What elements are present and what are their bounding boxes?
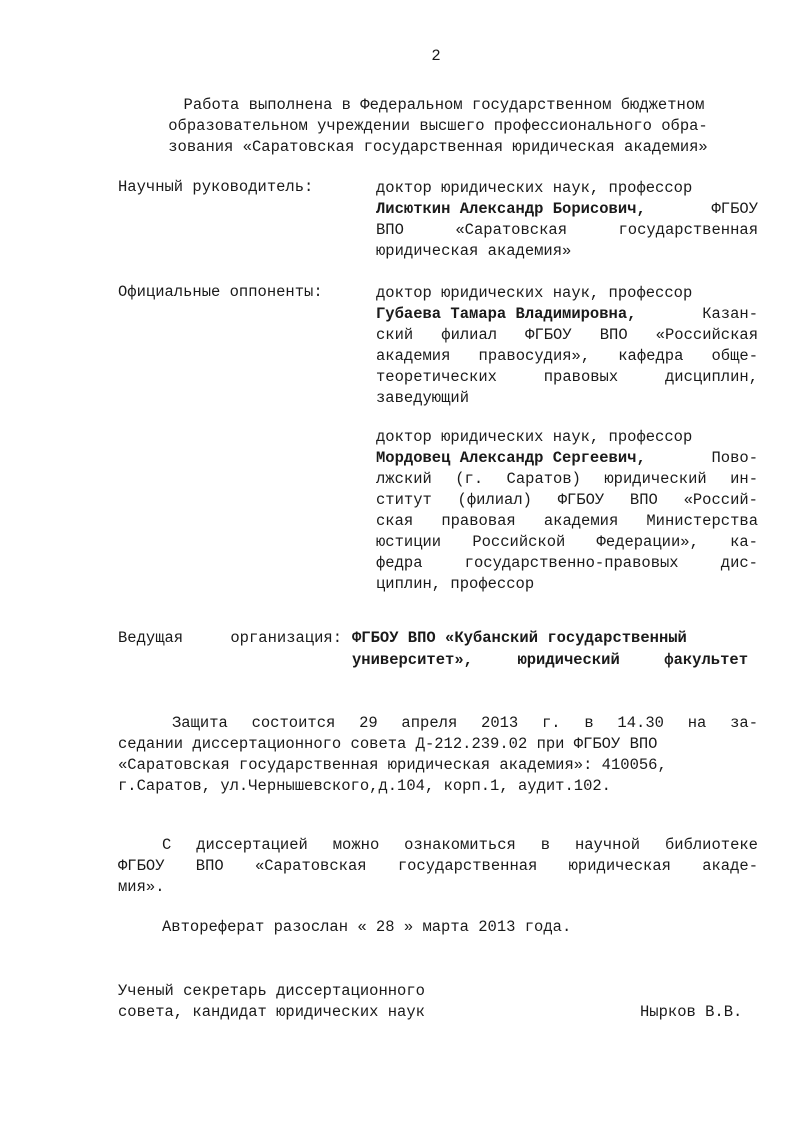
supervisor-org-abbr: ФГБОУ xyxy=(711,200,758,218)
defense-paragraph xyxy=(118,713,758,797)
leading-org-label: Ведущая организация: xyxy=(118,629,342,647)
opponent-2-line: ская правовая академия Министерства xyxy=(376,512,758,530)
opponent-1-position: заведующий xyxy=(376,389,470,407)
secretary-title-2: совета, кандидат юридических наук xyxy=(118,1003,425,1021)
supervisor-block xyxy=(376,178,758,262)
opponent-2-line: федра государственно-правовых дис- xyxy=(376,554,758,572)
opponent-1-name-line xyxy=(376,304,758,325)
defense-line: г.Саратов, ул.Чернышевского,д.104, корп.1, аудит.102. xyxy=(118,777,611,795)
secretary-title-1: Ученый секретарь диссертационного xyxy=(118,982,425,1000)
opponent-2-line: ститут (филиал) ФГБОУ ВПО «Россий- xyxy=(376,491,758,509)
opponent-1-name: Губаева Тамара Владимировна, xyxy=(376,305,637,323)
supervisor-name-line xyxy=(376,199,758,220)
library-paragraph xyxy=(118,835,758,898)
library-line: С диссертацией можно ознакомиться в научной библиотеке xyxy=(162,836,758,854)
opponent-2-block xyxy=(376,427,758,595)
intro-paragraph xyxy=(118,95,758,158)
library-line: ФГБОУ ВПО «Саратовская государственная юридическая акаде- xyxy=(118,857,758,875)
opponent-1-block xyxy=(376,283,758,409)
opponent-2-position: циплин, профессор xyxy=(376,575,535,593)
defense-line: седании диссертационного совета Д-212.239.02 при ФГБОУ ВПО xyxy=(118,735,658,753)
page-number: 2 xyxy=(431,47,441,65)
secretary-name: Нырков В.В. xyxy=(640,1003,743,1021)
leading-org-line1: ФГБОУ ВПО «Кубанский государственный xyxy=(352,629,687,647)
opponent-2-line: лжский (г. Саратов) юридический ин- xyxy=(376,470,758,488)
opponent-1-degree: доктор юридических наук, профессор xyxy=(376,284,693,302)
supervisor-org: ВПО «Саратовская государственная xyxy=(376,221,758,239)
opponent-2-name-line xyxy=(376,448,758,469)
supervisor-org-end: юридическая академия» xyxy=(376,242,572,260)
supervisor-degree: доктор юридических наук, профессор xyxy=(376,179,693,197)
leading-org-line2: университет», юридический факультет xyxy=(352,651,748,669)
opponent-1-line: теоретических правовых дисциплин, xyxy=(376,368,758,386)
intro-line: Работа выполнена в Федеральном государственном бюджетном xyxy=(183,96,705,114)
intro-line: зования «Саратовская государственная юридическая академия» xyxy=(168,138,708,156)
intro-line: образовательном учреждении высшего профессионального обра- xyxy=(168,117,708,135)
supervisor-name: Лисюткин Александр Борисович, xyxy=(376,200,646,218)
opponent-2-name-tail: Пово- xyxy=(711,449,758,467)
opponent-2-line: юстиции Российской Федерации», ка- xyxy=(376,533,758,551)
opponent-1-name-tail: Казан- xyxy=(702,305,758,323)
opponent-1-line: ский филиал ФГБОУ ВПО «Российская xyxy=(376,326,758,344)
opponent-2-name: Мордовец Александр Сергеевич, xyxy=(376,449,646,467)
supervisor-label: Научный руководитель: xyxy=(118,178,314,196)
sent-date: Автореферат разослан « 28 » марта 2013 года. xyxy=(162,918,572,936)
opponents-label: Официальные оппоненты: xyxy=(118,283,323,301)
defense-line: Защита состоится 29 апреля 2013 г. в 14.30 на за- xyxy=(172,714,758,732)
opponent-2-degree: доктор юридических наук, профессор xyxy=(376,428,693,446)
defense-line: «Саратовская государственная юридическая академия»: 410056, xyxy=(118,756,667,774)
library-line: мия». xyxy=(118,878,165,896)
opponent-1-line: академия правосудия», кафедра обще- xyxy=(376,347,758,365)
